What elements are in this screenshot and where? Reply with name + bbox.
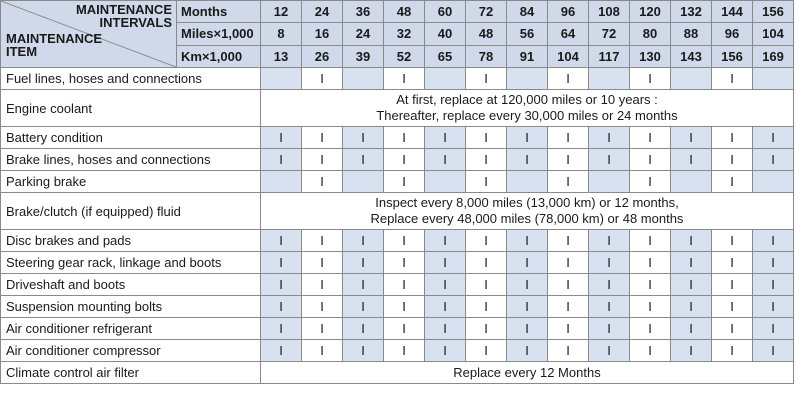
inspection-mark-cell xyxy=(507,171,548,193)
inspection-mark-cell xyxy=(753,68,794,90)
inspection-mark-cell: I xyxy=(671,149,712,171)
inspection-mark-cell: I xyxy=(753,230,794,252)
inspection-mark-cell: I xyxy=(343,149,384,171)
inspection-mark-cell: I xyxy=(548,68,589,90)
inspection-mark-cell: I xyxy=(548,127,589,149)
inspection-mark-cell xyxy=(589,68,630,90)
km-cell: 143 xyxy=(671,45,712,67)
interval-note-line: Replace every 48,000 miles (78,000 km) or 48 months xyxy=(370,211,684,226)
inspection-mark-cell: I xyxy=(384,340,425,362)
inspection-mark-cell: I xyxy=(712,274,753,296)
inspection-mark-cell: I xyxy=(261,252,302,274)
inspection-mark-cell: I xyxy=(302,340,343,362)
inspection-mark-cell: I xyxy=(343,340,384,362)
inspection-mark-cell: I xyxy=(589,274,630,296)
inspection-mark-cell: I xyxy=(466,252,507,274)
inspection-mark-cell: I xyxy=(589,340,630,362)
month-cell: 36 xyxy=(343,1,384,23)
inspection-mark-cell: I xyxy=(466,318,507,340)
km-cell: 104 xyxy=(548,45,589,67)
inspection-mark-cell: I xyxy=(753,274,794,296)
inspection-mark-cell: I xyxy=(343,274,384,296)
table-row xyxy=(1,193,794,230)
inspection-mark-cell xyxy=(261,171,302,193)
inspection-mark-cell: I xyxy=(589,318,630,340)
inspection-mark-cell xyxy=(343,171,384,193)
inspection-mark-cell: I xyxy=(671,340,712,362)
interval-note-line: Thereafter, replace every 30,000 miles or 24 months xyxy=(376,108,678,123)
interval-note-cell xyxy=(261,193,794,230)
inspection-mark-cell: I xyxy=(753,127,794,149)
inspection-mark-cell: I xyxy=(630,68,671,90)
maintenance-item-label: Battery condition xyxy=(1,127,261,149)
inspection-mark-cell: I xyxy=(302,230,343,252)
inspection-mark-cell: I xyxy=(712,171,753,193)
inspection-mark-cell: I xyxy=(507,230,548,252)
table-row xyxy=(1,296,794,318)
inspection-mark-cell: I xyxy=(507,252,548,274)
inspection-mark-cell: I xyxy=(589,252,630,274)
months-label: Months xyxy=(177,1,261,23)
inspection-mark-cell: I xyxy=(425,296,466,318)
inspection-mark-cell: I xyxy=(425,340,466,362)
inspection-mark-cell xyxy=(261,68,302,90)
table-row xyxy=(1,230,794,252)
inspection-mark-cell: I xyxy=(589,127,630,149)
inspection-mark-cell: I xyxy=(507,340,548,362)
inspection-mark-cell: I xyxy=(384,296,425,318)
inspection-mark-cell: I xyxy=(302,318,343,340)
inspection-mark-cell xyxy=(507,68,548,90)
km-cell: 26 xyxy=(302,45,343,67)
inspection-mark-cell: I xyxy=(548,171,589,193)
inspection-mark-cell: I xyxy=(548,340,589,362)
inspection-mark-cell: I xyxy=(630,230,671,252)
inspection-mark-cell: I xyxy=(425,318,466,340)
inspection-mark-cell: I xyxy=(671,274,712,296)
inspection-mark-cell: I xyxy=(753,252,794,274)
inspection-mark-cell: I xyxy=(466,296,507,318)
inspection-mark-cell: I xyxy=(507,318,548,340)
month-cell: 72 xyxy=(466,1,507,23)
maintenance-item-label: Suspension mounting bolts xyxy=(1,296,261,318)
miles-cell: 80 xyxy=(630,23,671,45)
km-cell: 65 xyxy=(425,45,466,67)
inspection-mark-cell: I xyxy=(753,340,794,362)
inspection-mark-cell: I xyxy=(261,296,302,318)
header-corner-cell xyxy=(1,1,177,68)
miles-cell: 24 xyxy=(343,23,384,45)
item-label-line1: MAINTENANCE xyxy=(6,31,103,46)
km-cell: 52 xyxy=(384,45,425,67)
month-cell: 60 xyxy=(425,1,466,23)
inspection-mark-cell: I xyxy=(384,230,425,252)
inspection-mark-cell: I xyxy=(425,230,466,252)
maintenance-item-label: Parking brake xyxy=(1,171,261,193)
inspection-mark-cell: I xyxy=(425,149,466,171)
month-cell: 12 xyxy=(261,1,302,23)
inspection-mark-cell: I xyxy=(712,252,753,274)
km-cell: 130 xyxy=(630,45,671,67)
inspection-mark-cell: I xyxy=(302,252,343,274)
month-cell: 24 xyxy=(302,1,343,23)
inspection-mark-cell: I xyxy=(261,318,302,340)
maintenance-item-label: Air conditioner compressor xyxy=(1,340,261,362)
km-cell: 39 xyxy=(343,45,384,67)
months-row xyxy=(1,1,794,23)
inspection-mark-cell xyxy=(589,171,630,193)
maintenance-item-label: Brake/clutch (if equipped) fluid xyxy=(1,193,261,230)
inspection-mark-cell: I xyxy=(466,230,507,252)
inspection-mark-cell: I xyxy=(548,296,589,318)
maintenance-item-label: Driveshaft and boots xyxy=(1,274,261,296)
miles-cell: 8 xyxy=(261,23,302,45)
inspection-mark-cell: I xyxy=(589,149,630,171)
inspection-mark-cell: I xyxy=(425,274,466,296)
miles-cell: 32 xyxy=(384,23,425,45)
inspection-mark-cell: I xyxy=(548,230,589,252)
interval-note-line: Replace every 12 Months xyxy=(453,364,601,380)
inspection-mark-cell: I xyxy=(302,171,343,193)
table-row xyxy=(1,68,794,90)
km-cell: 13 xyxy=(261,45,302,67)
km-cell: 169 xyxy=(753,45,794,67)
inspection-mark-cell: I xyxy=(548,318,589,340)
inspection-mark-cell: I xyxy=(712,127,753,149)
inspection-mark-cell: I xyxy=(630,318,671,340)
inspection-mark-cell: I xyxy=(343,318,384,340)
table-row xyxy=(1,90,794,127)
inspection-mark-cell: I xyxy=(384,252,425,274)
month-cell: 156 xyxy=(753,1,794,23)
inspection-mark-cell: I xyxy=(466,149,507,171)
inspection-mark-cell xyxy=(753,171,794,193)
intervals-label-line2: INTERVALS xyxy=(99,15,172,30)
maintenance-item-label: Brake lines, hoses and connections xyxy=(1,149,261,171)
inspection-mark-cell: I xyxy=(466,127,507,149)
inspection-mark-cell: I xyxy=(384,68,425,90)
interval-note-line: Inspect every 8,000 miles (13,000 km) or 12 months, xyxy=(375,195,679,210)
month-cell: 96 xyxy=(548,1,589,23)
table-row xyxy=(1,149,794,171)
miles-cell: 40 xyxy=(425,23,466,45)
miles-cell: 56 xyxy=(507,23,548,45)
inspection-mark-cell: I xyxy=(630,274,671,296)
miles-cell: 72 xyxy=(589,23,630,45)
inspection-mark-cell: I xyxy=(671,296,712,318)
inspection-mark-cell: I xyxy=(507,296,548,318)
inspection-mark-cell: I xyxy=(712,340,753,362)
inspection-mark-cell: I xyxy=(343,252,384,274)
maintenance-item-label: Air conditioner refrigerant xyxy=(1,318,261,340)
inspection-mark-cell: I xyxy=(343,296,384,318)
inspection-mark-cell: I xyxy=(466,340,507,362)
schedule-header xyxy=(1,1,794,68)
km-label: Km×1,000 xyxy=(177,45,261,67)
inspection-mark-cell: I xyxy=(507,274,548,296)
inspection-mark-cell: I xyxy=(548,252,589,274)
inspection-mark-cell: I xyxy=(343,230,384,252)
km-cell: 78 xyxy=(466,45,507,67)
intervals-label-line1: MAINTENANCE xyxy=(75,2,172,17)
inspection-mark-cell: I xyxy=(753,149,794,171)
inspection-mark-cell: I xyxy=(261,149,302,171)
inspection-mark-cell: I xyxy=(302,127,343,149)
inspection-mark-cell: I xyxy=(753,318,794,340)
inspection-mark-cell: I xyxy=(589,296,630,318)
km-cell: 117 xyxy=(589,45,630,67)
inspection-mark-cell: I xyxy=(712,318,753,340)
inspection-mark-cell xyxy=(671,171,712,193)
inspection-mark-cell: I xyxy=(384,127,425,149)
table-row xyxy=(1,252,794,274)
interval-note-line: At first, replace at 120,000 miles or 10 years : xyxy=(396,92,658,107)
inspection-mark-cell: I xyxy=(671,252,712,274)
km-cell: 156 xyxy=(712,45,753,67)
km-cell: 91 xyxy=(507,45,548,67)
miles-cell: 48 xyxy=(466,23,507,45)
inspection-mark-cell: I xyxy=(466,274,507,296)
inspection-mark-cell xyxy=(671,68,712,90)
inspection-mark-cell: I xyxy=(302,149,343,171)
inspection-mark-cell: I xyxy=(261,230,302,252)
inspection-mark-cell: I xyxy=(671,127,712,149)
inspection-mark-cell: I xyxy=(384,318,425,340)
maintenance-item-label: Steering gear rack, linkage and boots xyxy=(1,252,261,274)
maintenance-item-label: Climate control air filter xyxy=(1,362,261,384)
miles-cell: 96 xyxy=(712,23,753,45)
inspection-mark-cell: I xyxy=(630,340,671,362)
inspection-mark-cell xyxy=(425,171,466,193)
inspection-mark-cell: I xyxy=(548,149,589,171)
inspection-mark-cell: I xyxy=(671,230,712,252)
inspection-mark-cell xyxy=(425,68,466,90)
table-row xyxy=(1,318,794,340)
month-cell: 84 xyxy=(507,1,548,23)
month-cell: 144 xyxy=(712,1,753,23)
schedule-body xyxy=(1,68,794,384)
inspection-mark-cell: I xyxy=(630,171,671,193)
inspection-mark-cell: I xyxy=(384,149,425,171)
inspection-mark-cell: I xyxy=(712,230,753,252)
inspection-mark-cell: I xyxy=(630,252,671,274)
inspection-mark-cell: I xyxy=(302,296,343,318)
inspection-mark-cell: I xyxy=(425,252,466,274)
table-row xyxy=(1,362,794,384)
inspection-mark-cell: I xyxy=(466,68,507,90)
maintenance-item-label: Engine coolant xyxy=(1,90,261,127)
inspection-mark-cell: I xyxy=(384,171,425,193)
intervals-label xyxy=(76,3,172,29)
maintenance-item-label: Fuel lines, hoses and connections xyxy=(1,68,261,90)
inspection-mark-cell: I xyxy=(548,274,589,296)
month-cell: 120 xyxy=(630,1,671,23)
miles-cell: 88 xyxy=(671,23,712,45)
item-label-line2: ITEM xyxy=(6,44,38,59)
miles-cell: 64 xyxy=(548,23,589,45)
inspection-mark-cell: I xyxy=(712,68,753,90)
inspection-mark-cell: I xyxy=(507,149,548,171)
month-cell: 48 xyxy=(384,1,425,23)
table-row xyxy=(1,340,794,362)
inspection-mark-cell: I xyxy=(712,149,753,171)
inspection-mark-cell: I xyxy=(302,274,343,296)
miles-label: Miles×1,000 xyxy=(177,23,261,45)
inspection-mark-cell: I xyxy=(466,171,507,193)
inspection-mark-cell: I xyxy=(425,127,466,149)
miles-cell: 16 xyxy=(302,23,343,45)
inspection-mark-cell: I xyxy=(343,127,384,149)
month-cell: 132 xyxy=(671,1,712,23)
inspection-mark-cell: I xyxy=(384,274,425,296)
table-row xyxy=(1,274,794,296)
inspection-mark-cell: I xyxy=(589,230,630,252)
table-row xyxy=(1,171,794,193)
inspection-mark-cell: I xyxy=(753,296,794,318)
inspection-mark-cell: I xyxy=(712,296,753,318)
inspection-mark-cell: I xyxy=(507,127,548,149)
inspection-mark-cell: I xyxy=(630,127,671,149)
table-row xyxy=(1,127,794,149)
miles-cell: 104 xyxy=(753,23,794,45)
month-cell: 108 xyxy=(589,1,630,23)
inspection-mark-cell: I xyxy=(630,149,671,171)
inspection-mark-cell: I xyxy=(261,127,302,149)
inspection-mark-cell: I xyxy=(302,68,343,90)
inspection-mark-cell: I xyxy=(671,318,712,340)
inspection-mark-cell: I xyxy=(630,296,671,318)
interval-note-cell xyxy=(261,90,794,127)
inspection-mark-cell: I xyxy=(261,340,302,362)
maintenance-item-label: Disc brakes and pads xyxy=(1,230,261,252)
interval-note-cell xyxy=(261,362,794,384)
inspection-mark-cell: I xyxy=(261,274,302,296)
inspection-mark-cell xyxy=(343,68,384,90)
item-label xyxy=(6,32,102,58)
